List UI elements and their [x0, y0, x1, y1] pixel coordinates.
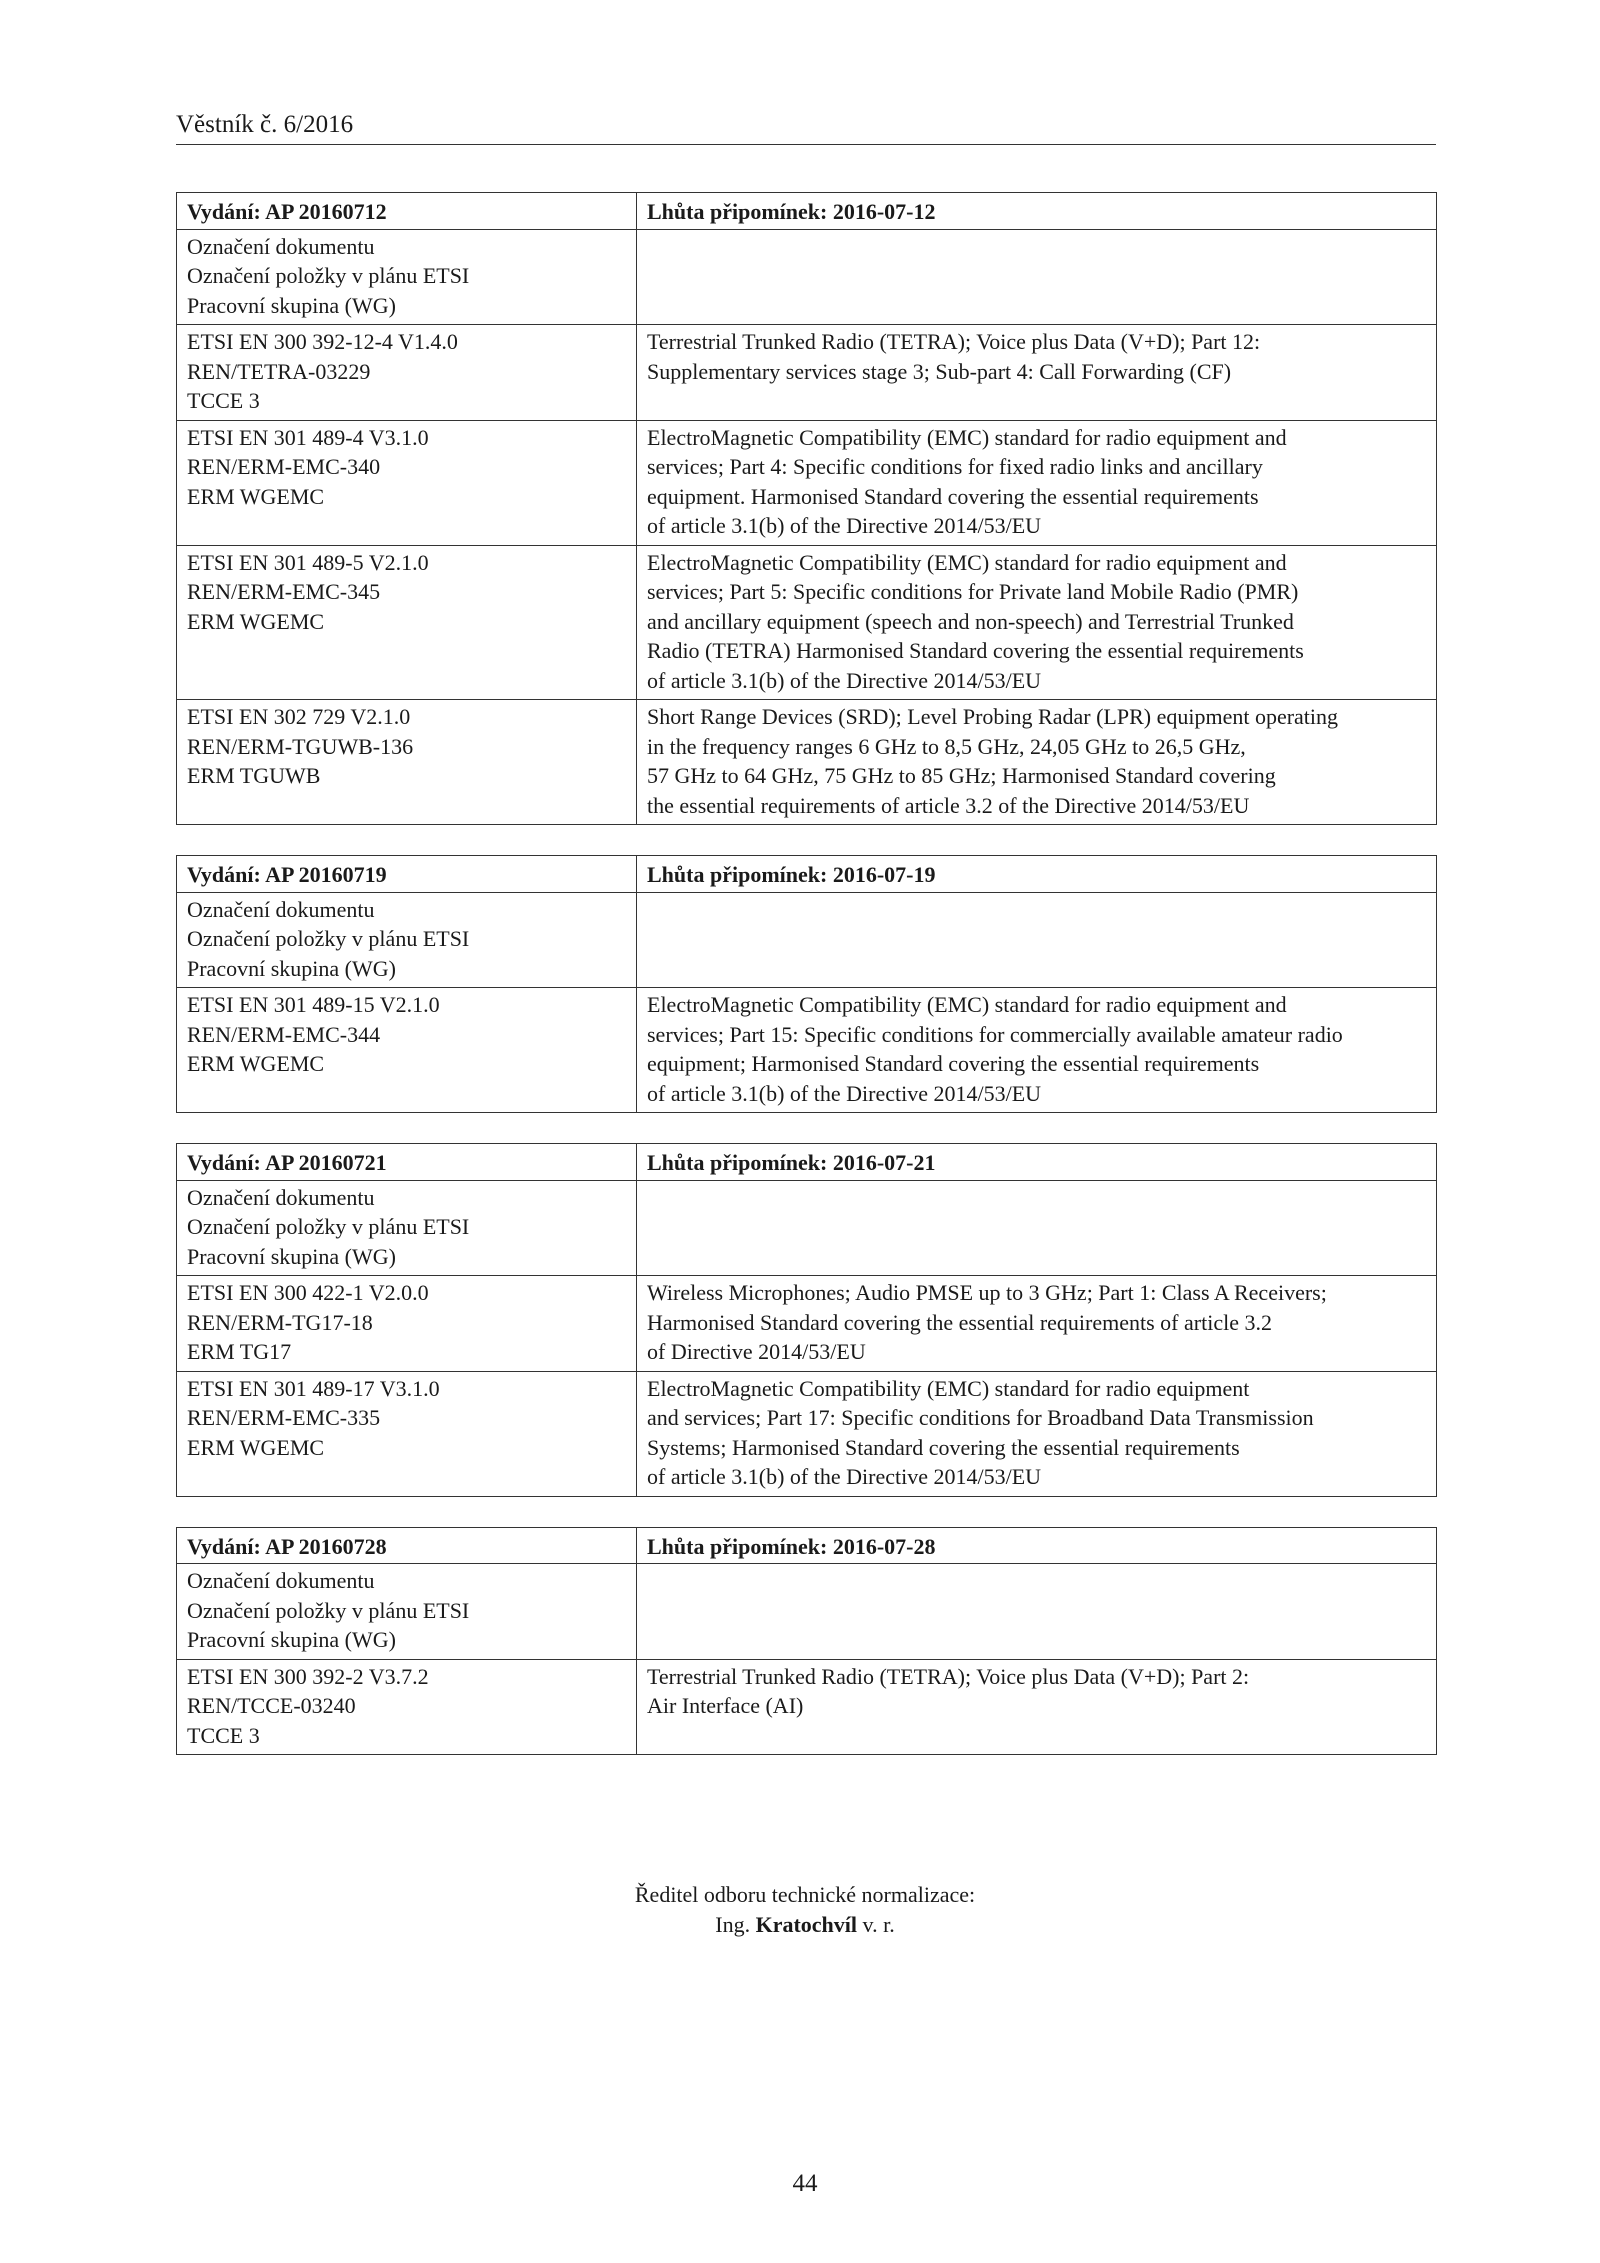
description-line: Short Range Devices (SRD); Level Probing Radar (LPR) equipment operating [647, 704, 1339, 729]
document-description-cell [637, 988, 1437, 1113]
legend-line: Označení dokumentu [187, 233, 375, 259]
description-line: the essential requirements of article 3.2 of the Directive 2014/53/EU [647, 792, 1250, 818]
document-id-line: ERM TG17 [187, 1339, 292, 1364]
document-id-line: ERM WGEMC [187, 483, 325, 509]
legend-line: Označení dokumentu [187, 896, 375, 922]
legend-line: Označení položky v plánu ETSI [187, 1597, 470, 1623]
document-ids-cell [177, 1659, 637, 1755]
empty-cell [637, 892, 1437, 988]
empty-cell [637, 229, 1437, 325]
issue-label: Vydání: AP 20160719 [177, 856, 637, 893]
legend-line: Označení položky v plánu ETSI [187, 926, 470, 951]
column-legend-row [177, 1180, 1437, 1276]
description-line: ElectroMagnetic Compatibility (EMC) standard for radio equipment and [647, 424, 1287, 450]
document-id-line: ETSI EN 300 392-2 V3.7.2 [187, 1663, 429, 1689]
description-line: Harmonised Standard covering the essential requirements of article 3.2 [647, 1309, 1272, 1335]
legend-line: Označení dokumentu [187, 1184, 375, 1210]
document-ids-cell [177, 1371, 637, 1496]
document-ids-cell [177, 1276, 637, 1372]
description-line: ElectroMagnetic Compatibility (EMC) standard for radio equipment [647, 1375, 1250, 1401]
issue-label: Vydání: AP 20160721 [177, 1144, 637, 1181]
legend-line: Pracovní skupina (WG) [187, 955, 396, 981]
description-line: services; Part 15: Specific conditions for commercially available amateur radio [647, 1021, 1343, 1047]
description-line: Terrestrial Trunked Radio (TETRA); Voice plus Data (V+D); Part 2: [647, 1663, 1250, 1689]
document-description-cell [637, 420, 1437, 545]
document-id-line: ETSI EN 301 489-5 V2.1.0 [187, 549, 429, 575]
table-row [177, 1659, 1437, 1755]
document-id-line: TCCE 3 [187, 388, 260, 413]
table-header-row [177, 1527, 1437, 1564]
legend-cell [177, 1180, 637, 1276]
column-legend-row [177, 229, 1437, 325]
document-id-line: ETSI EN 302 729 V2.1.0 [187, 704, 411, 729]
description-line: services; Part 5: Specific conditions for Private land Mobile Radio (PMR) [647, 579, 1299, 604]
announcement-table [176, 855, 1437, 1113]
document-description-cell [637, 1276, 1437, 1372]
document-id-line: ERM WGEMC [187, 608, 325, 634]
description-line: 57 GHz to 64 GHz, 75 GHz to 85 GHz; Harmonised Standard covering [647, 763, 1276, 788]
document-description-cell [637, 1371, 1437, 1496]
announcement-table [176, 192, 1437, 825]
signatory-suffix: v. r. [862, 1912, 895, 1937]
table-row [177, 700, 1437, 825]
issue-label: Vydání: AP 20160712 [177, 193, 637, 230]
document-id-line: ETSI EN 301 489-17 V3.1.0 [187, 1375, 440, 1401]
document-ids-cell [177, 325, 637, 421]
page-number: 44 [792, 2170, 818, 2197]
description-line: equipment; Harmonised Standard covering the essential requirements [647, 1051, 1260, 1076]
legend-line: Pracovní skupina (WG) [187, 292, 396, 318]
document-id-line: ETSI EN 300 422-1 V2.0.0 [187, 1280, 429, 1305]
description-line: ElectroMagnetic Compatibility (EMC) standard for radio equipment and [647, 992, 1287, 1017]
description-line: equipment. Harmonised Standard covering the essential requirements [647, 483, 1259, 509]
column-legend-row [177, 892, 1437, 988]
document-id-line: ETSI EN 301 489-4 V3.1.0 [187, 424, 429, 450]
description-line: of Directive 2014/53/EU [647, 1339, 866, 1364]
document-id-line: ERM TGUWB [187, 763, 321, 788]
signatory-name: Kratochvíl [755, 1912, 858, 1937]
description-line: Radio (TETRA) Harmonised Standard covering the essential requirements [647, 638, 1304, 663]
document-id-line: REN/ERM-EMC-335 [187, 1405, 381, 1430]
table-header-row [177, 1144, 1437, 1181]
column-legend-row [177, 1564, 1437, 1660]
deadline-label: Lhůta připomínek: 2016-07-21 [637, 1144, 1437, 1181]
signatory-title: Ing. [715, 1912, 751, 1937]
document-id-line: ETSI EN 300 392-12-4 V1.4.0 [187, 329, 458, 354]
description-line: services; Part 4: Specific conditions for fixed radio links and ancillary [647, 454, 1263, 479]
deadline-label: Lhůta připomínek: 2016-07-12 [637, 193, 1437, 230]
document-id-line: REN/TETRA-03229 [187, 358, 371, 384]
document-id-line: TCCE 3 [187, 1722, 260, 1748]
document-ids-cell [177, 420, 637, 545]
table-row [177, 1371, 1437, 1496]
document-id-line: REN/ERM-TG17-18 [187, 1309, 373, 1335]
signature-block [0, 1880, 1600, 1940]
document-description-cell [637, 325, 1437, 421]
document-description-cell [637, 700, 1437, 825]
description-line: and services; Part 17: Specific conditions for Broadband Data Transmission [647, 1405, 1314, 1430]
document-id-line: REN/ERM-TGUWB-136 [187, 733, 414, 759]
description-line: Systems; Harmonised Standard covering the essential requirements [647, 1434, 1240, 1460]
signatory-line [0, 1910, 1600, 1940]
document-ids-cell [177, 545, 637, 700]
legend-cell [177, 1564, 637, 1660]
description-line: of article 3.1(b) of the Directive 2014/53/EU [647, 513, 1042, 538]
description-line: Air Interface (AI) [647, 1693, 804, 1718]
description-line: of article 3.1(b) of the Directive 2014/53/EU [647, 1080, 1042, 1106]
description-line: and ancillary equipment (speech and non-speech) and Terrestrial Trunked [647, 608, 1294, 634]
description-line: Supplementary services stage 3; Sub-part 4: Call Forwarding (CF) [647, 358, 1232, 384]
legend-line: Pracovní skupina (WG) [187, 1627, 396, 1652]
table-header-row [177, 856, 1437, 893]
table-row [177, 988, 1437, 1113]
table-header-row [177, 193, 1437, 230]
document-description-cell [637, 1659, 1437, 1755]
document-ids-cell [177, 988, 637, 1113]
table-row [177, 1276, 1437, 1372]
deadline-label: Lhůta připomínek: 2016-07-28 [637, 1527, 1437, 1564]
description-line: of article 3.1(b) of the Directive 2014/53/EU [647, 1464, 1042, 1489]
legend-line: Pracovní skupina (WG) [187, 1243, 396, 1269]
description-line: Wireless Microphones; Audio PMSE up to 3 GHz; Part 1: Class A Receivers; [647, 1280, 1327, 1305]
legend-cell [177, 229, 637, 325]
description-line: of article 3.1(b) of the Directive 2014/53/EU [647, 667, 1042, 693]
journal-header [176, 110, 1436, 145]
empty-cell [637, 1180, 1437, 1276]
journal-title: Věstník č. 6/2016 [176, 111, 354, 138]
document-id-line: REN/ERM-EMC-345 [187, 579, 381, 604]
description-line: in the frequency ranges 6 GHz to 8,5 GHz, 24,05 GHz to 26,5 GHz, [647, 733, 1246, 759]
description-line: ElectroMagnetic Compatibility (EMC) standard for radio equipment and [647, 549, 1287, 575]
announcement-tables [176, 192, 1437, 1785]
document-description-cell [637, 545, 1437, 700]
table-row [177, 420, 1437, 545]
document-id-line: ETSI EN 301 489-15 V2.1.0 [187, 992, 440, 1017]
legend-line: Označení dokumentu [187, 1568, 375, 1593]
issue-label: Vydání: AP 20160728 [177, 1527, 637, 1564]
document-id-line: REN/TCCE-03240 [187, 1693, 356, 1718]
announcement-table [176, 1527, 1437, 1756]
table-row [177, 545, 1437, 700]
announcement-table [176, 1143, 1437, 1497]
empty-cell [637, 1564, 1437, 1660]
legend-line: Označení položky v plánu ETSI [187, 1214, 470, 1239]
document-id-line: ERM WGEMC [187, 1051, 325, 1076]
signatory-role: Ředitel odboru technické normalizace: [634, 1882, 976, 1907]
legend-line: Označení položky v plánu ETSI [187, 263, 470, 288]
document-id-line: ERM WGEMC [187, 1434, 325, 1460]
description-line: Terrestrial Trunked Radio (TETRA); Voice plus Data (V+D); Part 12: [647, 329, 1261, 354]
document-ids-cell [177, 700, 637, 825]
legend-cell [177, 892, 637, 988]
document-id-line: REN/ERM-EMC-344 [187, 1021, 381, 1047]
table-row [177, 325, 1437, 421]
deadline-label: Lhůta připomínek: 2016-07-19 [637, 856, 1437, 893]
document-id-line: REN/ERM-EMC-340 [187, 454, 381, 479]
